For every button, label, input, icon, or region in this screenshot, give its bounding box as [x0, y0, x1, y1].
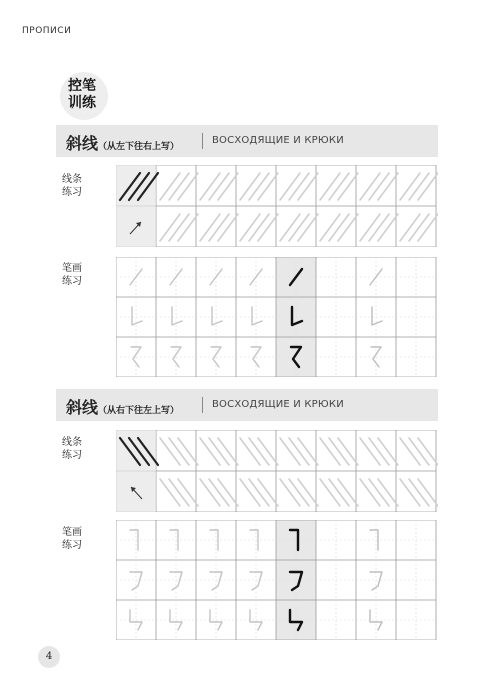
- slash-stroke: [329, 214, 349, 241]
- slash-stroke: [320, 173, 340, 200]
- slash-stroke: [329, 438, 349, 465]
- slash-stroke: [249, 173, 269, 200]
- slash-stroke: [400, 479, 420, 506]
- slash-stroke: [218, 173, 238, 200]
- section-2-subtitle: ВОСХОДЯЩИЕ И КРЮКИ: [212, 399, 344, 410]
- slash-stroke: [360, 173, 380, 200]
- section-2-lines-label: 线条 练习: [62, 437, 82, 461]
- section-2-title: 斜线（从右下往左上写）: [66, 398, 180, 417]
- slash-stroke: [249, 214, 269, 241]
- slash-stroke: [409, 438, 429, 465]
- slash-stroke: [258, 173, 278, 200]
- slash-stroke: [409, 214, 429, 241]
- section-1-strokes-label: 笔画 练习: [62, 263, 82, 287]
- slash-stroke: [329, 479, 349, 506]
- slash-stroke: [289, 479, 309, 506]
- slash-stroke: [209, 214, 229, 241]
- slash-stroke: [418, 479, 438, 506]
- section-1-lines-label: 线条 练习: [62, 174, 82, 198]
- slash-stroke: [289, 438, 309, 465]
- stroke-sample: [212, 307, 222, 325]
- slash-stroke: [200, 479, 220, 506]
- slash-stroke: [209, 173, 229, 200]
- slash-stroke: [400, 173, 420, 200]
- slash-stroke: [240, 479, 260, 506]
- slash-stroke: [369, 173, 389, 200]
- slash-stroke: [209, 479, 229, 506]
- section-1-title: 斜线（从左下往右上写）: [66, 134, 180, 153]
- slash-stroke: [280, 438, 300, 465]
- slash-stroke: [280, 479, 300, 506]
- slash-stroke: [160, 214, 180, 241]
- heading-line-1: 控笔: [68, 78, 96, 94]
- stroke-sample: [372, 307, 382, 325]
- stroke-sample: [172, 307, 182, 325]
- slash-stroke: [178, 438, 198, 465]
- slash-stroke: [160, 479, 180, 506]
- slash-stroke: [298, 214, 318, 241]
- slash-stroke: [289, 214, 309, 241]
- slash-stroke: [258, 438, 278, 465]
- running-header: ПРОПИСИ: [22, 26, 72, 36]
- slash-stroke: [209, 438, 229, 465]
- slash-stroke: [178, 479, 198, 506]
- slash-stroke: [249, 479, 269, 506]
- heading-line-2: 训练: [68, 95, 96, 111]
- slash-stroke: [169, 479, 189, 506]
- slash-stroke: [378, 214, 398, 241]
- section-1-title-bar: [56, 125, 438, 157]
- slash-stroke: [369, 438, 389, 465]
- slash-stroke: [418, 173, 438, 200]
- slash-stroke: [200, 173, 220, 200]
- slash-stroke: [280, 214, 300, 241]
- slash-stroke: [249, 438, 269, 465]
- slash-stroke: [240, 438, 260, 465]
- slash-stroke: [418, 438, 438, 465]
- stroke-sample: [132, 307, 142, 325]
- section-2-title-bar: [56, 389, 438, 421]
- slash-stroke: [240, 214, 260, 241]
- slash-stroke: [200, 214, 220, 241]
- slash-stroke: [320, 438, 340, 465]
- slash-stroke: [218, 438, 238, 465]
- slash-stroke: [320, 479, 340, 506]
- slash-stroke: [369, 479, 389, 506]
- slash-stroke: [369, 214, 389, 241]
- slash-stroke: [400, 438, 420, 465]
- slash-stroke: [338, 173, 358, 200]
- section-2-strokes-grid: [116, 520, 438, 640]
- section-1-subtitle: ВОСХОДЯЩИЕ И КРЮКИ: [212, 135, 344, 146]
- slash-stroke: [320, 214, 340, 241]
- slash-stroke: [178, 214, 198, 241]
- slash-stroke: [160, 438, 180, 465]
- slash-stroke: [409, 479, 429, 506]
- page-heading: [68, 78, 108, 112]
- slash-stroke: [338, 214, 358, 241]
- slash-stroke: [240, 173, 260, 200]
- slash-stroke: [258, 479, 278, 506]
- slash-stroke: [409, 173, 429, 200]
- slash-stroke: [169, 173, 189, 200]
- slash-stroke: [200, 438, 220, 465]
- slash-stroke: [418, 214, 438, 241]
- slash-stroke: [298, 479, 318, 506]
- slash-stroke: [160, 173, 180, 200]
- slash-stroke: [218, 214, 238, 241]
- slash-stroke: [378, 479, 398, 506]
- slash-stroke: [298, 173, 318, 200]
- slash-stroke: [289, 173, 309, 200]
- slash-stroke: [338, 479, 358, 506]
- slash-stroke: [360, 479, 380, 506]
- slash-stroke: [280, 173, 300, 200]
- slash-stroke: [378, 173, 398, 200]
- section-2-lines-grid: [116, 430, 438, 512]
- title-separator: [202, 397, 203, 413]
- slash-stroke: [400, 214, 420, 241]
- section-2-strokes-label: 笔画 练习: [62, 527, 82, 551]
- slash-stroke: [360, 214, 380, 241]
- page-number: 4: [38, 646, 60, 668]
- slash-stroke: [378, 438, 398, 465]
- section-1-strokes-grid: [116, 257, 438, 377]
- slash-stroke: [258, 214, 278, 241]
- section-1-lines-grid: [116, 165, 438, 247]
- slash-stroke: [338, 438, 358, 465]
- slash-stroke: [178, 173, 198, 200]
- slash-stroke: [169, 214, 189, 241]
- slash-stroke: [169, 438, 189, 465]
- slash-stroke: [298, 438, 318, 465]
- title-separator: [202, 133, 203, 149]
- slash-stroke: [218, 479, 238, 506]
- stroke-sample: [252, 307, 262, 325]
- slash-stroke: [329, 173, 349, 200]
- slash-stroke: [360, 438, 380, 465]
